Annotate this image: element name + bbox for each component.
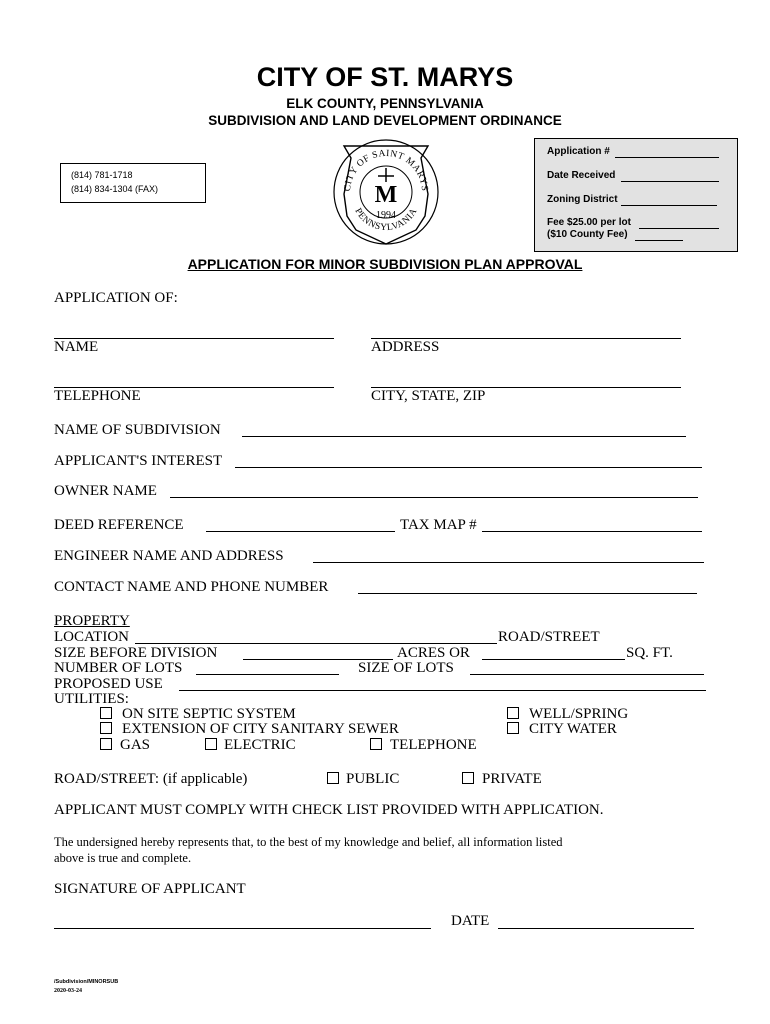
fee-label: Fee $25.00 per lot	[547, 217, 631, 228]
subdivision-name-label: NAME OF SUBDIVISION	[54, 422, 221, 438]
seal-top-text: CITY OF SAINT MARYS	[342, 148, 430, 192]
proposed-use-label: PROPOSED USE	[54, 676, 163, 692]
subdivision-name-field[interactable]	[242, 436, 686, 437]
date-field[interactable]	[498, 928, 694, 929]
form-title: APPLICATION FOR MINOR SUBDIVISION PLAN APPROVAL	[187, 256, 583, 272]
private-checkbox[interactable]	[462, 772, 474, 784]
applicant-interest-field[interactable]	[235, 467, 702, 468]
public-label: PUBLIC	[346, 771, 400, 787]
deed-reference-label: DEED REFERENCE	[54, 517, 184, 533]
location-label: LOCATION	[54, 629, 129, 645]
public-checkbox[interactable]	[327, 772, 339, 784]
proposed-use-field[interactable]	[179, 690, 706, 691]
seal-year: 1994	[376, 210, 396, 221]
well-spring-label: WELL/SPRING	[529, 706, 629, 722]
zoning-district-label: Zoning District	[547, 194, 618, 205]
location-field[interactable]	[135, 643, 497, 644]
utilities-label: UTILITIES:	[54, 691, 129, 707]
electric-label: ELECTRIC	[224, 737, 296, 753]
county-fee-label: ($10 County Fee)	[547, 229, 628, 240]
city-water-checkbox[interactable]	[507, 722, 519, 734]
sq-ft-field[interactable]	[482, 659, 625, 660]
sq-ft-label: SQ. FT.	[626, 645, 673, 661]
date-label: DATE	[451, 913, 490, 929]
telephone-label: TELEPHONE	[54, 388, 141, 404]
certification-line-1: The undersigned hereby represents that, to the best of my knowledge and belief, all information listed	[54, 835, 563, 849]
deed-reference-field[interactable]	[206, 531, 395, 532]
name-label: NAME	[54, 339, 99, 355]
city-title: CITY OF ST. MARYS	[256, 62, 514, 92]
city-state-zip-label: CITY, STATE, ZIP	[371, 388, 486, 404]
contact-label: CONTACT NAME AND PHONE NUMBER	[54, 579, 329, 595]
tax-map-label: TAX MAP #	[400, 517, 477, 533]
ordinance-subtitle: SUBDIVISION AND LAND DEVELOPMENT ORDINANCE	[208, 113, 562, 128]
contact-field[interactable]	[358, 593, 697, 594]
address-label: ADDRESS	[371, 339, 440, 355]
size-of-lots-label: SIZE OF LOTS	[358, 660, 454, 676]
size-before-label: SIZE BEFORE DIVISION	[54, 645, 218, 661]
number-of-lots-label: NUMBER OF LOTS	[54, 660, 183, 676]
electric-checkbox[interactable]	[205, 738, 217, 750]
property-heading: PROPERTY	[54, 613, 130, 629]
svg-text:M: M	[374, 182, 398, 208]
telephone-utility-label: TELEPHONE	[390, 737, 477, 753]
private-label: PRIVATE	[482, 771, 542, 787]
road-street-applicable-label: ROAD/STREET: (if applicable)	[54, 771, 248, 787]
city-seal-logo	[328, 134, 443, 249]
application-of-label: APPLICATION OF:	[54, 290, 178, 306]
signature-field[interactable]	[54, 928, 431, 929]
acres-or-label: ACRES OR	[397, 645, 470, 661]
sewer-checkbox[interactable]	[100, 722, 112, 734]
date-received-label: Date Received	[547, 170, 616, 181]
tax-map-field[interactable]	[482, 531, 702, 532]
road-street-label: ROAD/STREET	[498, 629, 600, 645]
sewer-label: EXTENSION OF CITY SANITARY SEWER	[122, 721, 399, 737]
signature-label: SIGNATURE OF APPLICANT	[54, 881, 246, 897]
certification-line-2: above is true and complete.	[54, 851, 192, 865]
contact-phone-box	[60, 163, 206, 203]
owner-name-label: OWNER NAME	[54, 483, 157, 499]
applicant-interest-label: APPLICANT'S INTEREST	[54, 453, 223, 469]
size-of-lots-field[interactable]	[470, 674, 704, 675]
septic-label: ON SITE SEPTIC SYSTEM	[122, 706, 296, 722]
gas-checkbox[interactable]	[100, 738, 112, 750]
septic-checkbox[interactable]	[100, 707, 112, 719]
application-number-label: Application #	[547, 146, 610, 157]
county-subtitle: ELK COUNTY, PENNSYLVANIA	[286, 96, 484, 111]
owner-name-field[interactable]	[170, 497, 698, 498]
seal-bottom-text: PENNSYLVANIA	[352, 206, 420, 234]
footer-date: 2020-03-24	[54, 988, 82, 994]
number-of-lots-field[interactable]	[196, 674, 339, 675]
telephone-checkbox[interactable]	[370, 738, 382, 750]
checklist-note: APPLICANT MUST COMPLY WITH CHECK LIST PROVIDED WITH APPLICATION.	[54, 802, 604, 818]
gas-label: GAS	[120, 737, 151, 753]
office-use-box	[534, 138, 738, 252]
well-spring-checkbox[interactable]	[507, 707, 519, 719]
phone-number: (814) 781-1718	[71, 170, 133, 180]
engineer-label: ENGINEER NAME AND ADDRESS	[54, 548, 284, 564]
fax-number: (814) 834-1304 (FAX)	[71, 184, 159, 194]
footer-file-path: /Subdivision/MINORSUB	[54, 979, 119, 985]
engineer-field[interactable]	[313, 562, 704, 563]
city-water-label: CITY WATER	[529, 721, 617, 737]
